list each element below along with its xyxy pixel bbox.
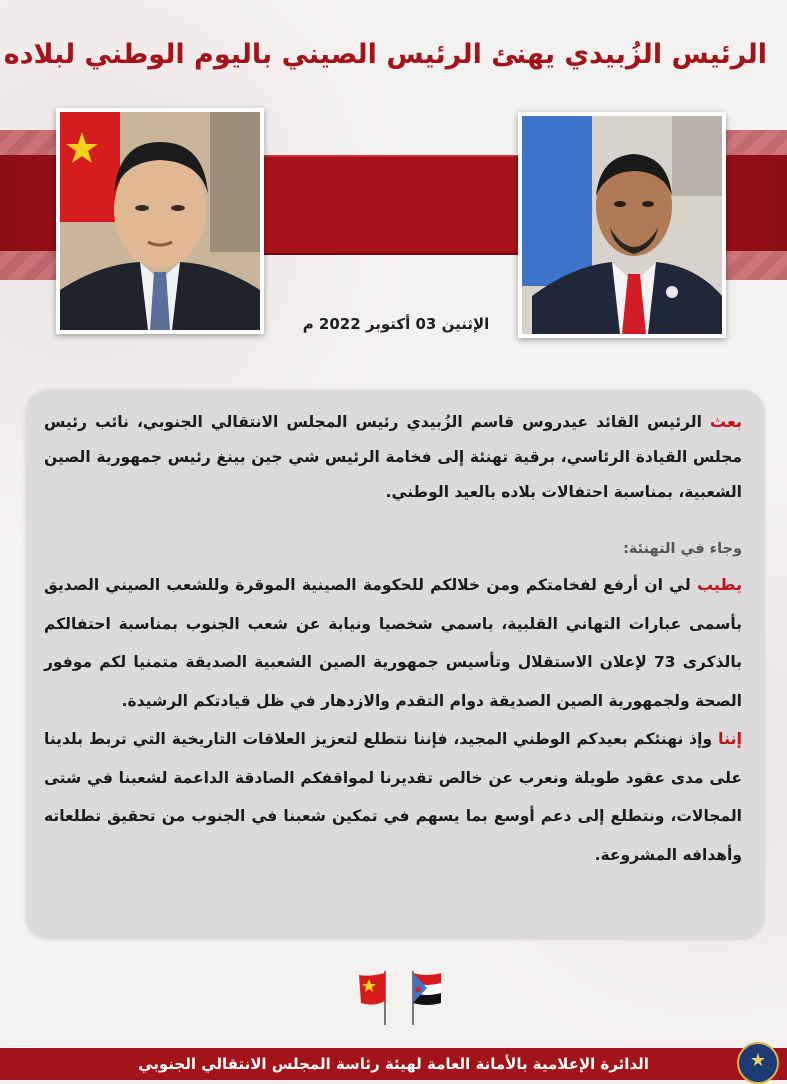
footer-bar <box>0 1048 787 1080</box>
paragraph-relations <box>44 720 742 874</box>
emblem-star-icon: ★ <box>749 1050 767 1071</box>
paragraph-text: لي ان أرفع لفخامتكم ومن خلالكم للحكومة الصينية الموقرة وللشعب الصيني الصديق بأسمى عبارات التهاني القلبية، باسمي شخصيا ونيابة عن شعب الجنوب بمناسبة احتفالكم بالذكرى 73 لإعلان الاستقلال وتأسيس جمهورية الصين الشعبية الصديقة متمنيا لكم موفور الصحة ولجمهورية الصين الصديقة دوام التقدم والازدهار في ظل قيادتكم الرشيدة. <box>44 576 743 710</box>
paragraph-congratulation <box>44 566 742 720</box>
paragraph-text: الرئيس القائد عيدروس قاسم الزُبيدي رئيس المجلس الانتقالي الجنوبي، نائب رئيس مجلس القيادة الرئاسي، برقية تهنئة إلى فخامة الرئيس شي جين بينغ رئيس جمهورية الصين الشعبية، بمناسبة احتفالات بلاده بالعيد الوطني. <box>44 413 742 501</box>
china-south-yemen-flags-icon <box>355 963 445 1028</box>
statement-card <box>26 390 764 938</box>
portrait-photo-right <box>518 112 726 338</box>
lead-word: يطيب <box>696 575 742 594</box>
paragraph-text: وإذ نهنئكم بعيدكم الوطني المجيد، فإننا نتطلع لتعزيز العلاقات التاريخية التي تربط بلدينا على مدى عقود طويلة ونعرب عن خالص تقديرنا لمواقفكم الصادقة الداعمة لشعبنا في شتى المجالات، ونتطلع إلى دعم أوسع بما يسهم في تمكين شعبنا في الجنوب من تحقيق تطلعاته وأهدافه المشروعة. <box>44 730 742 864</box>
paragraph-announcement <box>44 404 742 510</box>
council-emblem-icon <box>737 1042 779 1084</box>
lead-word: بعث <box>710 412 742 431</box>
red-banner-inner <box>260 155 525 255</box>
footer-credit: الدائرة الإعلامية بالأمانة العامة لهيئة رئاسة المجلس الانتقالي الجنوبي <box>138 1055 649 1073</box>
headline: الرئيس الزُبيدي يهنئ الرئيس الصيني باليوم الوطني لبلاده <box>3 39 767 70</box>
statement-content <box>44 404 742 874</box>
publication-date: الإثنين 03 أكتوبر 2022 م <box>302 315 490 333</box>
portrait-photo-left <box>56 108 264 334</box>
lead-word: إننا <box>717 729 742 748</box>
quote-intro: وجاء في التهنئة: <box>623 541 742 557</box>
